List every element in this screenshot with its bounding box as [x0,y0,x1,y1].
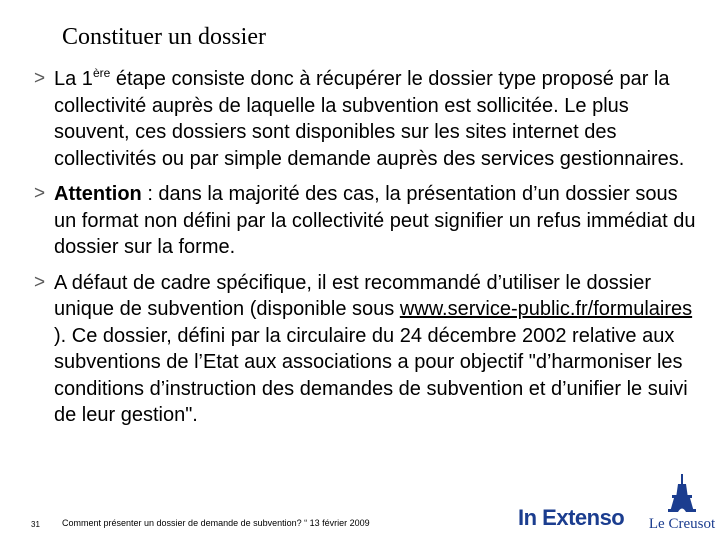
service-public-link[interactable]: www.service-public.fr/formulaires [399,298,693,320]
bullet-3-text-start: A défaut de cadre spécifique, il est recommandé d’utiliser le dossier unique de subvention (disponible sous [54,271,651,320]
bullet-2-text: : dans la majorité des cas, la présentation d’un dossier sous un format non défini par la collectivité peut signifier un refus immédiat du dossier sur la forme. [54,183,696,258]
bullet-item-3 [34,270,704,429]
footer-text: Comment présenter un dossier de demande de subvention? “ 13 février 2009 [62,518,370,528]
arrow-bullet-icon: > [34,68,46,89]
in-extenso-logo: In Extenso [518,505,625,530]
arrow-bullet-icon: > [34,183,46,204]
bullet-1-superscript: ère [92,66,111,80]
bullet-list [34,66,704,438]
bullet-item-1 [34,66,704,172]
page-title: Constituer un dossier [62,24,266,50]
arrow-bullet-icon: > [34,271,46,293]
bullet-3-text-end: ). Ce dossier, défini par la circulaire du 24 décembre 2002 relative aux subventions de l’Etat aux associations a pour objectif "d’harmoniser les conditions d’instruction des demandes de subvention et d’unifier le suivi de leur gestion". [54,324,688,426]
bullet-item-2 [34,181,704,261]
bullet-2-bold-label: Attention [54,183,142,205]
le-creusot-logo-text: Le Creusot [648,516,716,532]
bullet-1-text-start: La 1 [54,68,93,90]
page-number: 31 [31,520,40,529]
le-creusot-logo [648,472,716,538]
bullet-1-text-end: étape consiste donc à récupérer le dossier type proposé par la collectivité auprès de laquelle la subvention est sollicitée. Le plus souvent, ces dossiers sont disponibles sur les sites internet des collectivités ou par simple demande auprès des services gestionnaires. [54,68,685,170]
eiffel-tower-logo [668,474,696,512]
